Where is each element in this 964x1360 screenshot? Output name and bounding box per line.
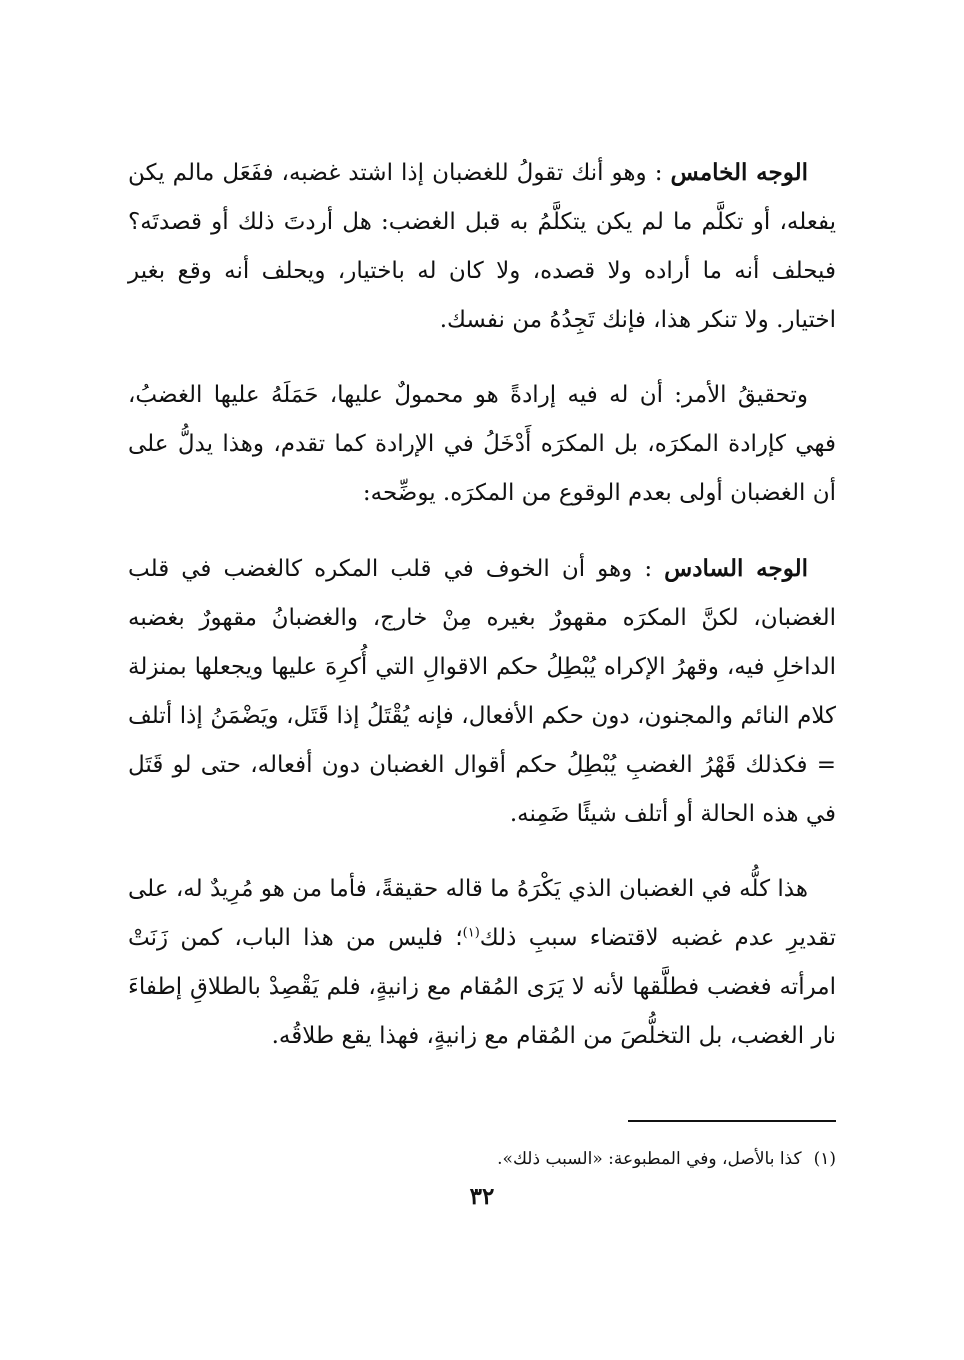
footnote-reference: (١) <box>462 925 480 941</box>
paragraph-sixth-aspect <box>128 544 836 839</box>
paragraph-body-start: هذا كلُّه في الغضبان الذي يَكْرَهُ ما قاله حقيقةً، فأما من هو مُرِيدٌ له، على تقديرِ عدم غضبه لاقتضاء سببِ ذلك <box>128 876 836 951</box>
paragraph-body: وتحقيقُ الأمر: أن له فيه إرادةً هو محمولٌ عليها، حَمَلَهُ عليها الغضبُ، فهي كإرادة المكرَه، بل المكرَه أَدْخَلُ في الإرادة كما تقدم، وهذا يدلُّ على أن الغضبان أولى بعدم الوقوع من المكرَه. يوضِّحه: <box>128 382 836 506</box>
paragraph-conclusion <box>128 865 836 1061</box>
paragraph-body: : وهو أن الخوف في قلب المكره كالغضب في قلب الغضبان، لكنَّ المكرَه مقهورٌ بغيره مِنْ خارج، والغضبانُ مقهورٌ بغضبه الداخلِ فيه، وقهرُ الإكراه يُبْطِلُ حكم الاقوالِ التي أُكرِهَ عليها ويجعلها بمنزلة كلام النائم والمجنون، دون حكم الأفعال، فإنه يُقْتَلُ إذا قَتَل، ويَضْمَنُ إذا أتلف = فكذلك قَهْرُ الغضبِ يُبْطِلُ حكم أقوال الغضبان دون أفعاله، حتى لو قَتَل في هذه الحالة أو أتلف شيئًا ضَمِنه. <box>128 556 836 827</box>
footnote-text: كذا بالأصل، وفي المطبوعة: «السبب ذلك». <box>497 1149 802 1169</box>
paragraph-clarification <box>128 371 836 518</box>
footnote <box>128 1144 836 1174</box>
footnote-number: (١) <box>813 1149 836 1169</box>
paragraph-body-end: ؛ فليس من هذا الباب، كمن زَنَتْ امرأته فغضب فطلَّقها لأنه لا يَرَى المُقام مع زانيةٍ، فلم يَقْصِدْ بالطلاقِ إطفاءَ نار الغضب، بل التخلُّصَ من المُقام مع زانيةٍ، فهذا يقع طلاقُه. <box>128 925 836 1049</box>
section-heading-fifth: الوجه الخامس <box>670 159 809 186</box>
paragraph-body: : وهو أنك تقولُ للغضبان إذا اشتد غضبه، ففَعَل مالم يكن يفعله، أو تكلَّم ما لم يكن يتكلَّمُ به قبل الغضب: هل أردتَ ذلك أو قصدتَه؟ فيحلف أنه ما أراده ولا قصده، ولا كان له باختيار، ويحلف أنه وقع بغير اختيار. ولا تنكر هذا، فإنك تَجِدُهُ من نفسك. <box>128 160 836 333</box>
section-heading-sixth: الوجه السادس <box>664 555 808 582</box>
footnote-separator <box>628 1120 836 1122</box>
paragraph-fifth-aspect <box>128 148 836 345</box>
page-number: ٣٢ <box>469 1183 495 1210</box>
main-text <box>128 148 836 1087</box>
